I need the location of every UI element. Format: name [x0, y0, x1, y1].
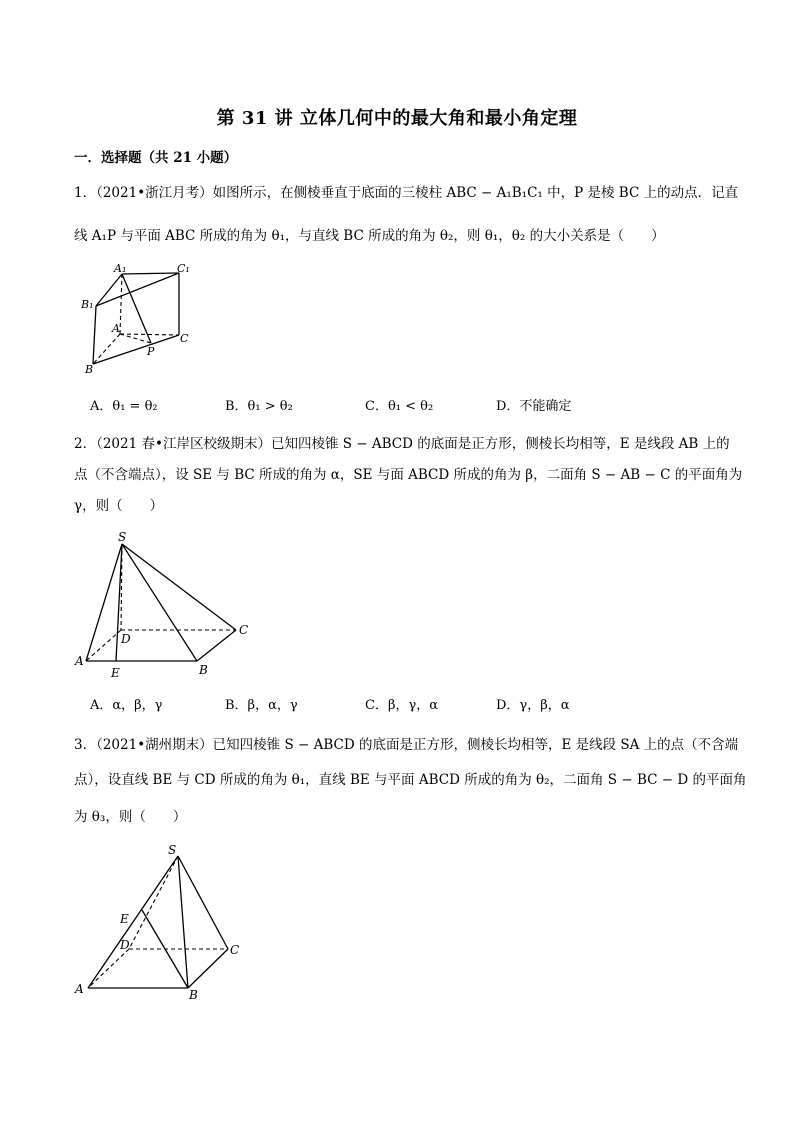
q1-line-1: 1．（2021•浙江月考）如图所示，在侧棱垂直于底面的三棱柱 ABC − A₁B₁C₁ 中，P 是棱 BC 上的动点．记直 — [74, 185, 739, 201]
q3-line-3: 为 θ₃，则（ ） — [74, 809, 187, 825]
q2-label-a: A — [75, 654, 84, 668]
q1-option-d[interactable]: D．不能确定 — [496, 399, 572, 414]
q3-line-2: 点），设直线 BE 与 CD 所成的角为 θ₁，直线 BE 与平面 ABCD 所成的角为 θ₂，二面角 S − BC − D 的平面角 — [74, 772, 747, 788]
q2-label-c: C — [239, 623, 249, 637]
section-heading: 一．选择题（共 21 小题） — [74, 150, 238, 166]
q3-line-1: 3．（2021•湖州期末）已知四棱锥 S − ABCD 的底面是正方形，侧棱长均相等，E 是线段 SA 上的点（不含端 — [74, 737, 739, 753]
q3-label-a: A — [75, 982, 84, 996]
q2-option-a[interactable]: A．α，β，γ — [90, 698, 163, 713]
q2-line-3: γ，则（ ） — [74, 498, 164, 514]
q1-label-c1: C₁ — [177, 262, 190, 275]
q1-option-a[interactable]: A．θ₁ = θ₂ — [90, 399, 158, 414]
q3-label-e: E — [120, 912, 129, 926]
q2-label-e: E — [111, 666, 120, 680]
q2-line-1: 2．（2021 春•江岸区校级期末）已知四棱锥 S − ABCD 的底面是正方形，侧棱长均相等，E 是线段 AB 上的 — [74, 436, 730, 452]
q1-label-a1: A₁ — [114, 262, 127, 275]
q1-label-a: A — [112, 322, 120, 335]
q1-option-b[interactable]: B．θ₁ > θ₂ — [225, 399, 293, 414]
q1-figure-prism — [78, 262, 198, 377]
q1-line-2: 线 A₁P 与平面 ABC 所成的角为 θ₁，与直线 BC 所成的角为 θ₂，则 θ₁，θ₂ 的大小关系是（ ） — [74, 228, 665, 244]
q2-line-2: 点（不含端点），设 SE 与 BC 所成的角为 α，SE 与面 ABCD 所成的角为 β，二面角 S − AB − C 的平面角为 — [74, 467, 743, 483]
q2-label-d: D — [121, 632, 131, 646]
q2-option-b[interactable]: B．β，α，γ — [225, 698, 298, 713]
q2-option-c[interactable]: C．β，γ，α — [365, 698, 439, 713]
q3-figure-pyramid — [72, 842, 252, 1002]
q1-label-b1: B₁ — [81, 298, 94, 311]
q1-label-c: C — [180, 332, 189, 345]
q3-label-d: D — [120, 938, 130, 952]
q1-label-b: B — [85, 363, 94, 376]
q2-label-b: B — [199, 663, 208, 677]
q3-label-b: B — [189, 988, 198, 1002]
q1-label-p: P — [147, 345, 155, 358]
q2-figure-pyramid — [74, 530, 264, 680]
page-title: 第 31 讲 立体几何中的最大角和最小角定理 — [216, 108, 578, 129]
q2-option-d[interactable]: D．γ，β，α — [496, 698, 570, 713]
q1-option-c[interactable]: C．θ₁ < θ₂ — [365, 399, 434, 414]
q3-label-s: S — [168, 843, 177, 857]
q2-label-s: S — [118, 530, 127, 544]
q3-label-c: C — [230, 943, 240, 957]
